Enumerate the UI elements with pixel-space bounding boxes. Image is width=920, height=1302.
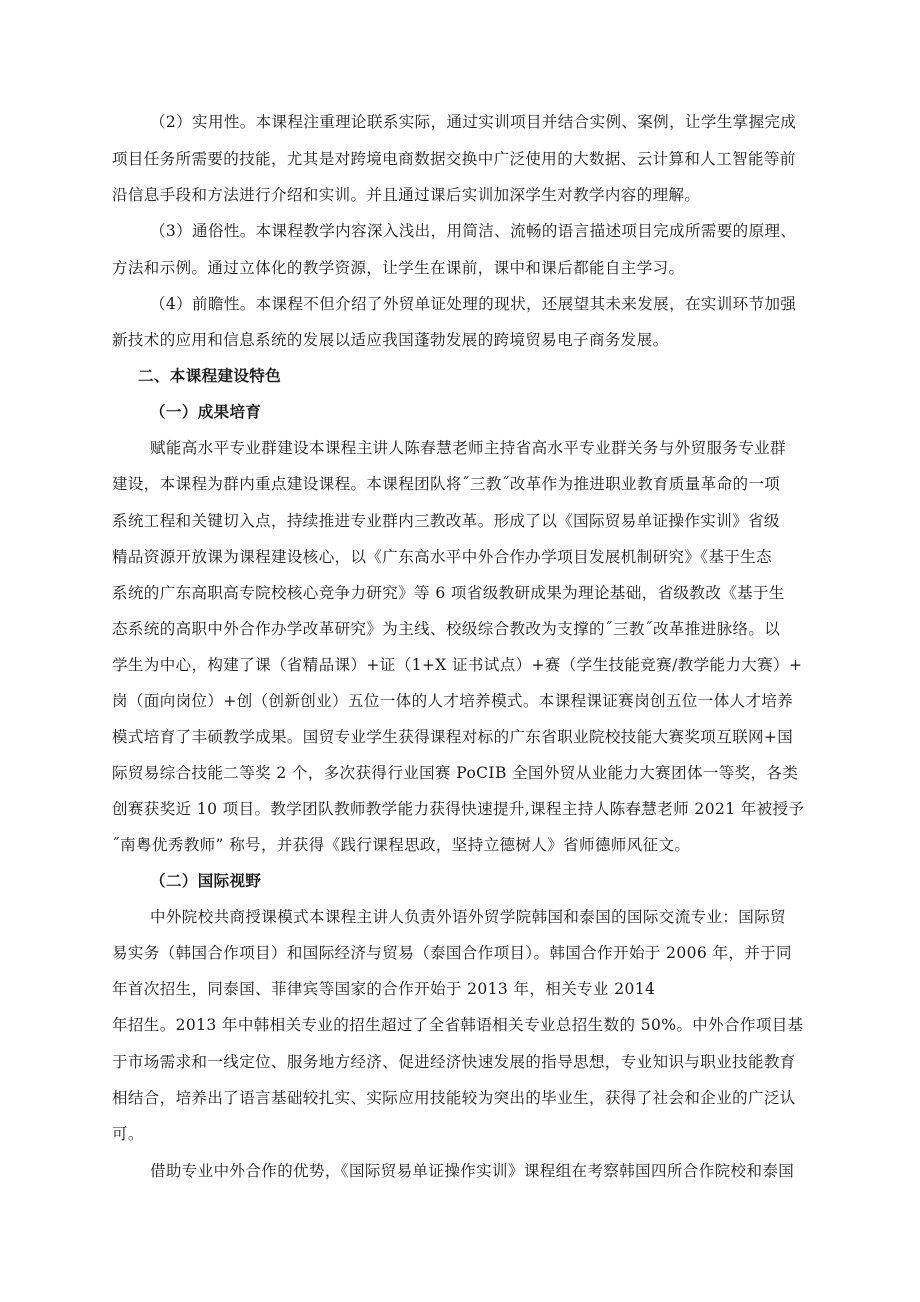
international-line: 易实务（韩国合作项目）和国际经济与贸易（泰国合作项目）。韩国合作开始于 2006 年，并于同 xyxy=(112,944,792,962)
achievement-line: 精品资源开放课为课程建设核心，以《广东高水平中外合作办学项目发展机制研究》《基于生态 xyxy=(112,548,773,566)
achievement-line: 建设，本课程为群内重点建设课程。本课程团队将˝三教˝改革作为推进职业教育质量革命的一项 xyxy=(112,475,781,493)
subsection-one-heading: （一）成果培育 xyxy=(150,403,262,421)
international-line: 可。 xyxy=(112,1125,144,1143)
achievement-line: 赋能高水平专业群建设本课程主讲人陈春慧老师主持省高水平专业群关务与外贸服务专业群 xyxy=(150,439,787,457)
achievement-line: 际贸易综合技能二等奖 2 个，多次获得行业国赛 PoCIB 全国外贸从业能力大赛团体一等奖，各类 xyxy=(112,764,799,782)
achievement-line: 创赛获奖近 10 项目。教学团队教师教学能力获得快速提升,课程主持人陈春慧老师 2021 年被授予 xyxy=(112,800,805,818)
achievement-line: 模式培育了丰硕教学成果。国贸专业学生获得课程对标的广东省职业院校技能大赛奖项互联网+国 xyxy=(112,728,794,746)
popularity-line-2: 方法和示例。通过立体化的教学资源，让学生在课前，课中和课后都能自主学习。 xyxy=(112,259,685,277)
international-line: 年首次招生，同泰国、菲律宾等国家的合作开始于 2013 年，相关专业 2014 xyxy=(112,980,656,998)
international-line: 年招生。2013 年中韩相关专业的招生超过了全省韩语相关专业总招生数的 50%。中外合作项目基 xyxy=(112,1016,804,1034)
achievement-line: 态系统的高职中外合作办学改革研究》为主线、校级综合教改为支撑的˝三教˝改革推进脉络。以 xyxy=(112,620,781,638)
practicality-line-2: 项目任务所需要的技能，尤其是对跨境电商数据交换中广泛使用的大数据、云计算和人工智能等前 xyxy=(112,150,796,168)
international-line: 于市场需求和一线定位、服务地方经济、促进经济快速发展的指导思想，专业知识与职业技能教育 xyxy=(112,1053,796,1071)
foresight-line-1: （4）前瞻性。本课程不但介绍了外贸单证处理的现状，还展望其未来发展，在实训环节加强 xyxy=(150,295,797,313)
practicality-line-3: 沿信息手段和方法进行介绍和实训。并且通过课后实训加深学生对教学内容的理解。 xyxy=(112,186,701,204)
achievement-line: 学生为中心，构建了课（省精品课）+证（1+X 证书试点）+赛（学生技能竞赛/教学能力大赛）+ xyxy=(112,656,803,674)
achievement-line: 岗（面向岗位）+创（创新创业）五位一体的人才培养模式。本课程课证赛岗创五位一体人才培养 xyxy=(112,692,794,710)
achievement-line: 系统工程和关键切入点，持续推进专业群内三教改革。形成了以《国际贸易单证操作实训》省级 xyxy=(112,512,780,530)
practicality-line-1: （2）实用性。本课程注重理论联系实际，通过实训项目并结合实例、案例，让学生掌握完成 xyxy=(150,113,797,131)
achievement-line: 系统的广东高职高专院校核心竞争力研究》等 6 项省级教研成果为理论基础，省级教改《基于生 xyxy=(112,584,785,602)
achievement-line: ˝南粤优秀教师” 称号，并获得《践行课程思政，坚持立德树人》省师德师风征文。 xyxy=(112,836,691,854)
subsection-two-heading: （二）国际视野 xyxy=(150,872,262,890)
popularity-line-1: （3）通俗性。本课程教学内容深入浅出，用简洁、流畅的语言描述项目完成所需要的原理、 xyxy=(150,222,797,240)
international-line: 相结合，培养出了语言基础较扎实、实际应用技能较为突出的毕业生，获得了社会和企业的广泛认 xyxy=(112,1089,796,1107)
international-line: 中外院校共商授课模式本课程主讲人负责外语外贸学院韩国和泰国的国际交流专业：国际贸 xyxy=(150,908,787,926)
international-line: 借助专业中外合作的优势，《国际贸易单证操作实训》课程组在考察韩国四所合作院校和泰国 xyxy=(150,1162,795,1180)
foresight-line-2: 新技术的应用和信息系统的发展以适应我国蓬勃发展的跨境贸易电子商务发展。 xyxy=(112,331,669,349)
section-two-heading: 二、本课程建设特色 xyxy=(138,367,282,385)
